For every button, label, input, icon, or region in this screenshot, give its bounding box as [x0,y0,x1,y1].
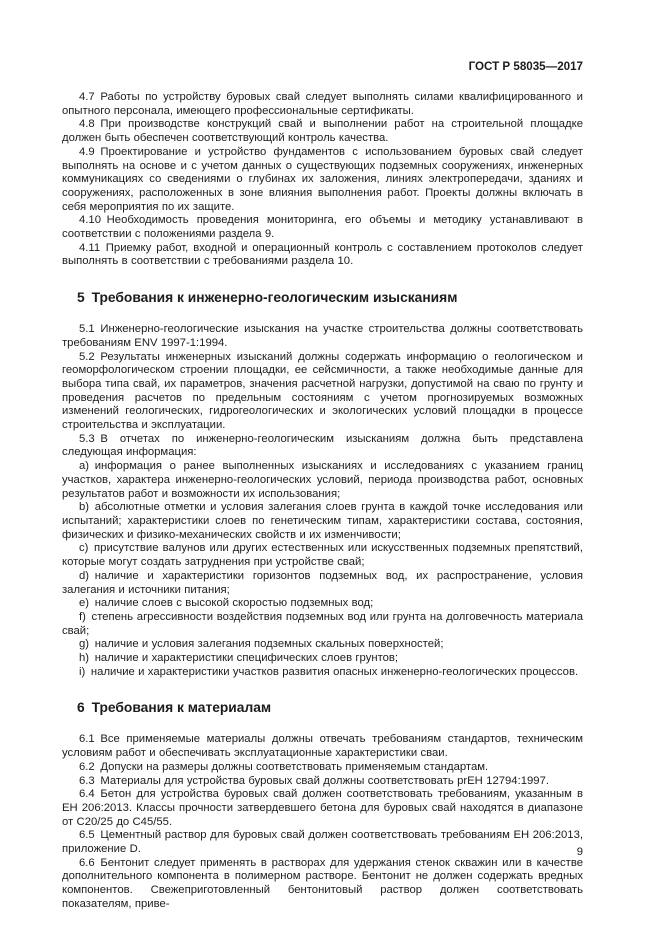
clause-6-3: 6.3 Материалы для устройства буровых свай должны соответствовать prЕН 12794:1997. [79,774,549,787]
running-header-standard-code: ГОСТ Р 58035—2017 [468,60,583,73]
page-content [62,60,583,912]
clause-4-7: 4.7 Работы по устройству буровых свай следует выполнять силами квалифицированного и опытного персонала, имеющего профессиональные сертификаты. [62,91,583,117]
clause-6-2: 6.2 Допуски на размеры должны соответствовать применяемым стандартам. [79,760,489,773]
list-item-i: i) наличие и характеристики участков развития опасных инженерно-геологических процессов. [79,665,579,678]
list-item-c: c) присутствие валунов или других естественных или искусственных подземных препятствий, которые могут создать затруднения при устройстве свай; [62,542,583,569]
clause-6-4: 6.4 Бетон для устройства буровых свай должен соответствовать требованиям, указанным в ЕН 206:2013. Классы прочности затвердевшего бетона для буровых свай находятся в диапазоне от С20/25 до С45/55. [62,788,583,828]
clause-5-1: 5.1 Инженерно-геологические изыскания на участке строительства должны соответствовать требованиям ENV 1997-1:1994. [62,323,583,349]
page-number: 9 [576,846,583,858]
clause-5-3: 5.3 В отчетах по инженерно-геологическим изысканиям должна быть представлена следующая информация: [62,432,583,459]
clause-6-6: 6.6 Бентонит следует применять в растворах для удержания стенок скважин или в качестве дополнительного компонента в полимерном растворе. Бентонит не должен содержать вредных компонентов. Свежеприготовленный бентонитовый раствор должен соответствовать показателям, приве- [62,856,583,910]
clause-5-2: 5.2 Результаты инженерных изысканий должны содержать информацию о геологическом и геоморфологическом строении площадки, ее сейсмичности, а также необходимые данные для выбора типа свай, их параметров, значения расчетной нагрузки, допустимой на сваю по грунту и проведения расчетов по предельным состояниям с учетом прогнозируемых возможных изменений геологических, гидрогеологических и экологических условий площадки в процессе строительства и эксплуатации. [62,350,583,432]
section-heading-6: 6 Требования к материалам [77,700,272,716]
list-item-f: f) степень агрессивности воздействия подземных вод или грунта на долговечность материала свай; [62,610,583,637]
list-item-g: g) наличие и условия залегания подземных скальных поверхностей; [79,638,444,651]
clause-6-5: 6.5 Цементный раствор для буровых свай должен соответствовать требованиям ЕН 206:2013, приложение D. [62,829,583,856]
list-item-a: a) информация о ранее выполненных изысканиях и исследованиях с указанием границ участков, характера инженерно-геологических условий, периода производства работ, основных результатов работ и возможности их использования; [62,460,583,500]
section-heading-5: 5 Требования к инженерно-геологическим изысканиям [77,290,458,306]
clause-4-9: 4.9 Проектирование и устройство фундаментов с использованием буровых свай следует выполнять на основе и с учетом данных о существующих подземных сооружениях, инженерных коммуникациях со сведениями о глубинах их заложения, линиях электропередачи, зданиях и сооружениях, расположенных в зоне влияния выполнения работ. Проекты должны включать в себя мероприятия по их защите. [62,145,583,213]
clause-6-1: 6.1 Все применяемые материалы должны отвечать требованиям стандартов, техническим условиям работ и обеспечивать эксплуатационные характеристики сваи. [62,733,583,760]
clause-4-8: 4.8 При производстве конструкций свай и выполнении работ на строительной площадке должен быть обеспечен соответствующий контроль качества. [62,118,583,145]
list-item-d: d) наличие и характеристики горизонтов подземных вод, их распространение, условия залегания и источники питания; [62,569,583,596]
list-item-b: b) абсолютные отметки и условия залегания слоев грунта в каждой точке исследования или испытаний; характеристики слоев по генетическим типам, характеристики состава, состояния, физических и физико-механических свойств и их изменчивости; [62,501,583,541]
clause-4-10: 4.10 Необходимость проведения мониторинга, его объемы и методику устанавливают в соответствии с положениями раздела 9. [62,214,583,241]
clause-4-11: 4.11 Приемку работ, входной и операционный контроль с составлением протоколов следует выполнять в соответствии с требованиями раздела 10. [62,241,583,268]
list-item-e: e) наличие слоев с высокой скоростью подземных вод; [79,597,374,610]
list-item-h: h) наличие и характеристики специфических слоев грунтов; [79,652,399,665]
